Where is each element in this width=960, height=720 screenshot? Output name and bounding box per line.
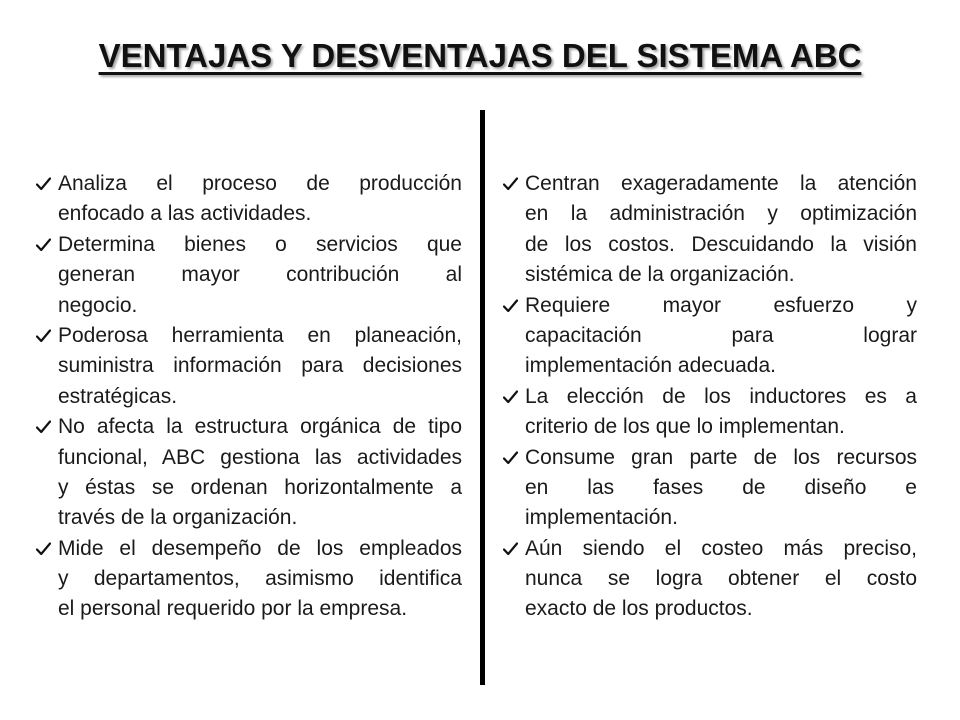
item-text [525,534,917,625]
item-line: Determina bienes o servicios que [58,232,462,256]
list-item [503,534,918,625]
item-text [525,291,917,382]
checkmark-icon [503,382,525,412]
item-line: Analiza el proceso de producción [58,172,462,195]
item-text [58,534,462,625]
item-text [58,321,462,412]
list-item [36,534,464,625]
item-text [58,169,462,230]
item-line: Requiere mayor esfuerzo y [525,293,917,317]
list-item [36,169,464,230]
item-line: implementación. [525,506,678,530]
item-line: nunca se logra obtener el costo [525,567,917,591]
list-item [503,291,918,382]
column-divider [480,110,485,685]
slide-title: VENTAJAS Y DESVENTAJAS DEL SISTEMA ABC [98,37,862,74]
list-item [503,382,918,443]
item-line: Aún siendo el costeo más preciso, [525,536,917,560]
list-item [36,321,464,412]
checkmark-icon [503,443,525,473]
checkmark-icon [36,534,58,564]
list-item [36,412,464,534]
item-line: través de la organización. [58,506,298,530]
item-text [525,443,917,534]
item-line: el personal requerido por la empresa. [58,597,408,621]
item-line: y departamentos, asimismo identifica [58,567,462,591]
item-line: en la administración y optimización [525,202,917,226]
item-line: exacto de los productos. [525,597,753,621]
item-line: en las fases de diseño e [525,475,917,499]
item-line: suministra información para decisiones [58,354,462,378]
list-item [36,230,464,321]
item-line: de los costos. Descuidando la visión [525,232,917,256]
item-line: generan mayor contribución al [58,263,462,287]
item-line: Consume gran parte de los recursos [525,445,917,469]
item-line: No afecta la estructura orgánica de tipo [58,415,462,439]
list-item [503,169,918,291]
item-line: implementación adecuada. [525,354,776,378]
item-line: Mide el desempeño de los empleados [58,536,462,560]
item-line: Poderosa herramienta en planeación, [58,323,462,347]
item-line: funcional, ABC gestiona las actividades [58,445,462,469]
checkmark-icon [36,321,58,351]
item-line: estratégicas. [58,384,178,408]
checkmark-icon [36,412,58,442]
item-line: negocio. [58,293,138,317]
checkmark-icon [36,169,58,199]
item-line: sistémica de la organización. [525,263,795,287]
item-text [58,230,462,321]
item-line: capacitación para lograr [525,323,917,347]
item-line: y éstas se ordenan horizontalmente a [58,475,462,499]
item-line: Centran exageradamente la atención [525,172,917,195]
checkmark-icon [503,534,525,564]
item-text [525,169,917,291]
list-item [503,443,918,534]
item-line: La elección de los inductores es a [525,384,917,408]
disadvantages-list [503,169,918,625]
item-text [525,382,917,443]
checkmark-icon [503,169,525,199]
item-line: criterio de los que lo implementan. [525,415,845,439]
item-line: enfocado a las actividades. [58,202,312,226]
checkmark-icon [503,291,525,321]
advantages-list [36,169,464,625]
item-text [58,412,462,534]
checkmark-icon [36,230,58,260]
